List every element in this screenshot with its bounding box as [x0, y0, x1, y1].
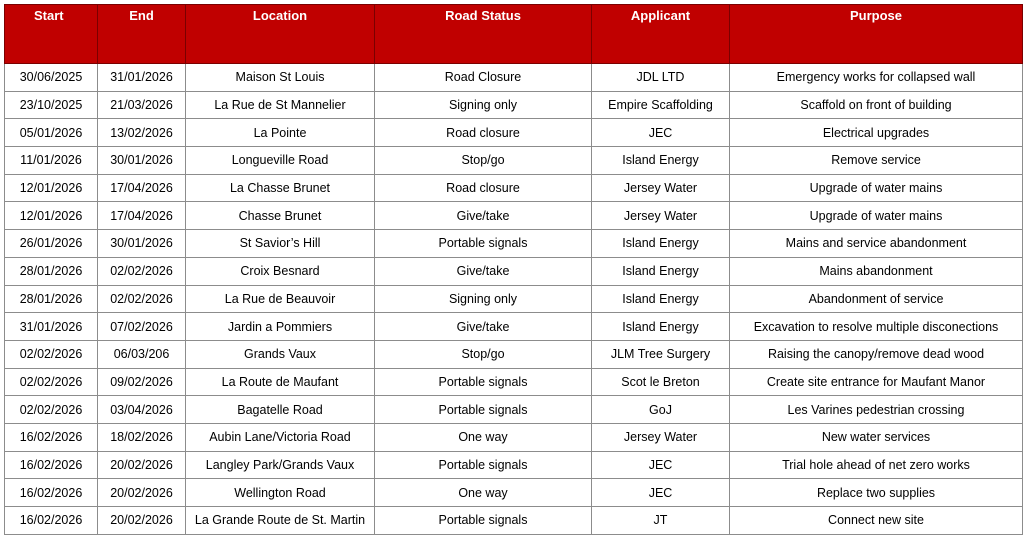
applicant-cell[interactable]: Jersey Water: [592, 423, 730, 451]
start-cell[interactable]: 12/01/2026: [5, 202, 98, 230]
start-cell[interactable]: 28/01/2026: [5, 257, 98, 285]
end-cell[interactable]: 02/02/2026: [98, 285, 186, 313]
purpose-cell[interactable]: Upgrade of water mains: [730, 202, 1023, 230]
road-status-cell[interactable]: Signing only: [375, 285, 592, 313]
table-row: [5, 451, 1023, 479]
start-cell[interactable]: 23/10/2025: [5, 91, 98, 119]
table-row: [5, 479, 1023, 507]
start-cell[interactable]: 30/06/2025: [5, 64, 98, 92]
road-status-cell[interactable]: Portable signals: [375, 396, 592, 424]
table-row: [5, 174, 1023, 202]
location-cell[interactable]: Grands Vaux: [186, 340, 375, 368]
roadworks-table: [4, 4, 1023, 535]
header-purpose[interactable]: Purpose: [730, 5, 1023, 64]
location-cell[interactable]: Chasse Brunet: [186, 202, 375, 230]
applicant-cell[interactable]: JEC: [592, 119, 730, 147]
location-cell[interactable]: Aubin Lane/Victoria Road: [186, 423, 375, 451]
purpose-cell[interactable]: Excavation to resolve multiple disconections: [730, 313, 1023, 341]
purpose-cell[interactable]: Abandonment of service: [730, 285, 1023, 313]
purpose-cell[interactable]: Raising the canopy/remove dead wood: [730, 340, 1023, 368]
table-row: [5, 202, 1023, 230]
table-row: [5, 396, 1023, 424]
road-status-cell[interactable]: Road Closure: [375, 64, 592, 92]
location-cell[interactable]: Longueville Road: [186, 147, 375, 175]
location-cell[interactable]: Langley Park/Grands Vaux: [186, 451, 375, 479]
applicant-cell[interactable]: JDL LTD: [592, 64, 730, 92]
road-status-cell[interactable]: Road closure: [375, 119, 592, 147]
table-row: [5, 507, 1023, 535]
road-status-cell[interactable]: Portable signals: [375, 451, 592, 479]
end-cell[interactable]: 17/04/2026: [98, 174, 186, 202]
end-cell[interactable]: 20/02/2026: [98, 507, 186, 535]
start-cell[interactable]: 12/01/2026: [5, 174, 98, 202]
end-cell[interactable]: 20/02/2026: [98, 479, 186, 507]
road-status-cell[interactable]: Portable signals: [375, 368, 592, 396]
road-status-cell[interactable]: One way: [375, 423, 592, 451]
table-row: [5, 257, 1023, 285]
start-cell[interactable]: 28/01/2026: [5, 285, 98, 313]
table-row: [5, 64, 1023, 92]
applicant-cell[interactable]: Island Energy: [592, 147, 730, 175]
table-row: [5, 368, 1023, 396]
location-cell[interactable]: La Grande Route de St. Martin: [186, 507, 375, 535]
start-cell[interactable]: 16/02/2026: [5, 479, 98, 507]
table-row: [5, 285, 1023, 313]
start-cell[interactable]: 16/02/2026: [5, 451, 98, 479]
header-row: [5, 5, 1023, 64]
location-cell[interactable]: Croix Besnard: [186, 257, 375, 285]
end-cell[interactable]: 06/03/206: [98, 340, 186, 368]
location-cell[interactable]: La Chasse Brunet: [186, 174, 375, 202]
purpose-cell[interactable]: Connect new site: [730, 507, 1023, 535]
header-start[interactable]: Start: [5, 5, 98, 64]
table-row: [5, 423, 1023, 451]
road-status-cell[interactable]: Give/take: [375, 313, 592, 341]
table-header: [5, 5, 1023, 64]
start-cell[interactable]: 05/01/2026: [5, 119, 98, 147]
applicant-cell[interactable]: Empire Scaffolding: [592, 91, 730, 119]
start-cell[interactable]: 16/02/2026: [5, 507, 98, 535]
purpose-cell[interactable]: Upgrade of water mains: [730, 174, 1023, 202]
end-cell[interactable]: 21/03/2026: [98, 91, 186, 119]
purpose-cell[interactable]: New water services: [730, 423, 1023, 451]
location-cell[interactable]: La Rue de Beauvoir: [186, 285, 375, 313]
applicant-cell[interactable]: JLM Tree Surgery: [592, 340, 730, 368]
road-status-cell[interactable]: Give/take: [375, 257, 592, 285]
table-row: [5, 91, 1023, 119]
purpose-cell[interactable]: Mains and service abandonment: [730, 230, 1023, 258]
purpose-cell[interactable]: Electrical upgrades: [730, 119, 1023, 147]
end-cell[interactable]: 17/04/2026: [98, 202, 186, 230]
road-status-cell[interactable]: One way: [375, 479, 592, 507]
applicant-cell[interactable]: JEC: [592, 451, 730, 479]
table-row: [5, 313, 1023, 341]
location-cell[interactable]: Wellington Road: [186, 479, 375, 507]
road-status-cell[interactable]: Stop/go: [375, 340, 592, 368]
road-status-cell[interactable]: Give/take: [375, 202, 592, 230]
end-cell[interactable]: 20/02/2026: [98, 451, 186, 479]
end-cell[interactable]: 09/02/2026: [98, 368, 186, 396]
header-road-status[interactable]: Road Status: [375, 5, 592, 64]
header-end[interactable]: End: [98, 5, 186, 64]
purpose-cell[interactable]: Trial hole ahead of net zero works: [730, 451, 1023, 479]
purpose-cell[interactable]: Remove service: [730, 147, 1023, 175]
location-cell[interactable]: Jardin a Pommiers: [186, 313, 375, 341]
end-cell[interactable]: 07/02/2026: [98, 313, 186, 341]
end-cell[interactable]: 30/01/2026: [98, 147, 186, 175]
header-location[interactable]: Location: [186, 5, 375, 64]
applicant-cell[interactable]: Island Energy: [592, 257, 730, 285]
end-cell[interactable]: 18/02/2026: [98, 423, 186, 451]
purpose-cell[interactable]: Replace two supplies: [730, 479, 1023, 507]
road-status-cell[interactable]: Portable signals: [375, 230, 592, 258]
applicant-cell[interactable]: Jersey Water: [592, 174, 730, 202]
table-row: [5, 147, 1023, 175]
location-cell[interactable]: La Route de Maufant: [186, 368, 375, 396]
start-cell[interactable]: 02/02/2026: [5, 396, 98, 424]
start-cell[interactable]: 02/02/2026: [5, 368, 98, 396]
purpose-cell[interactable]: Scaffold on front of building: [730, 91, 1023, 119]
road-status-cell[interactable]: Stop/go: [375, 147, 592, 175]
road-status-cell[interactable]: Signing only: [375, 91, 592, 119]
table-body: [5, 64, 1023, 535]
purpose-cell[interactable]: Les Varines pedestrian crossing: [730, 396, 1023, 424]
end-cell[interactable]: 13/02/2026: [98, 119, 186, 147]
location-cell[interactable]: St Savior’s Hill: [186, 230, 375, 258]
location-cell[interactable]: Maison St Louis: [186, 64, 375, 92]
purpose-cell[interactable]: Mains abandonment: [730, 257, 1023, 285]
applicant-cell[interactable]: Island Energy: [592, 313, 730, 341]
applicant-cell[interactable]: Island Energy: [592, 230, 730, 258]
start-cell[interactable]: 02/02/2026: [5, 340, 98, 368]
start-cell[interactable]: 16/02/2026: [5, 423, 98, 451]
road-status-cell[interactable]: Portable signals: [375, 507, 592, 535]
table-row: [5, 340, 1023, 368]
end-cell[interactable]: 03/04/2026: [98, 396, 186, 424]
end-cell[interactable]: 02/02/2026: [98, 257, 186, 285]
table-row: [5, 119, 1023, 147]
end-cell[interactable]: 30/01/2026: [98, 230, 186, 258]
road-status-cell[interactable]: Road closure: [375, 174, 592, 202]
header-applicant[interactable]: Applicant: [592, 5, 730, 64]
purpose-cell[interactable]: Create site entrance for Maufant Manor: [730, 368, 1023, 396]
start-cell[interactable]: 26/01/2026: [5, 230, 98, 258]
start-cell[interactable]: 31/01/2026: [5, 313, 98, 341]
applicant-cell[interactable]: GoJ: [592, 396, 730, 424]
location-cell[interactable]: Bagatelle Road: [186, 396, 375, 424]
applicant-cell[interactable]: JEC: [592, 479, 730, 507]
applicant-cell[interactable]: Jersey Water: [592, 202, 730, 230]
purpose-cell[interactable]: Emergency works for collapsed wall: [730, 64, 1023, 92]
end-cell[interactable]: 31/01/2026: [98, 64, 186, 92]
location-cell[interactable]: La Rue de St Mannelier: [186, 91, 375, 119]
start-cell[interactable]: 11/01/2026: [5, 147, 98, 175]
location-cell[interactable]: La Pointe: [186, 119, 375, 147]
applicant-cell[interactable]: JT: [592, 507, 730, 535]
applicant-cell[interactable]: Scot le Breton: [592, 368, 730, 396]
applicant-cell[interactable]: Island Energy: [592, 285, 730, 313]
table-row: [5, 230, 1023, 258]
